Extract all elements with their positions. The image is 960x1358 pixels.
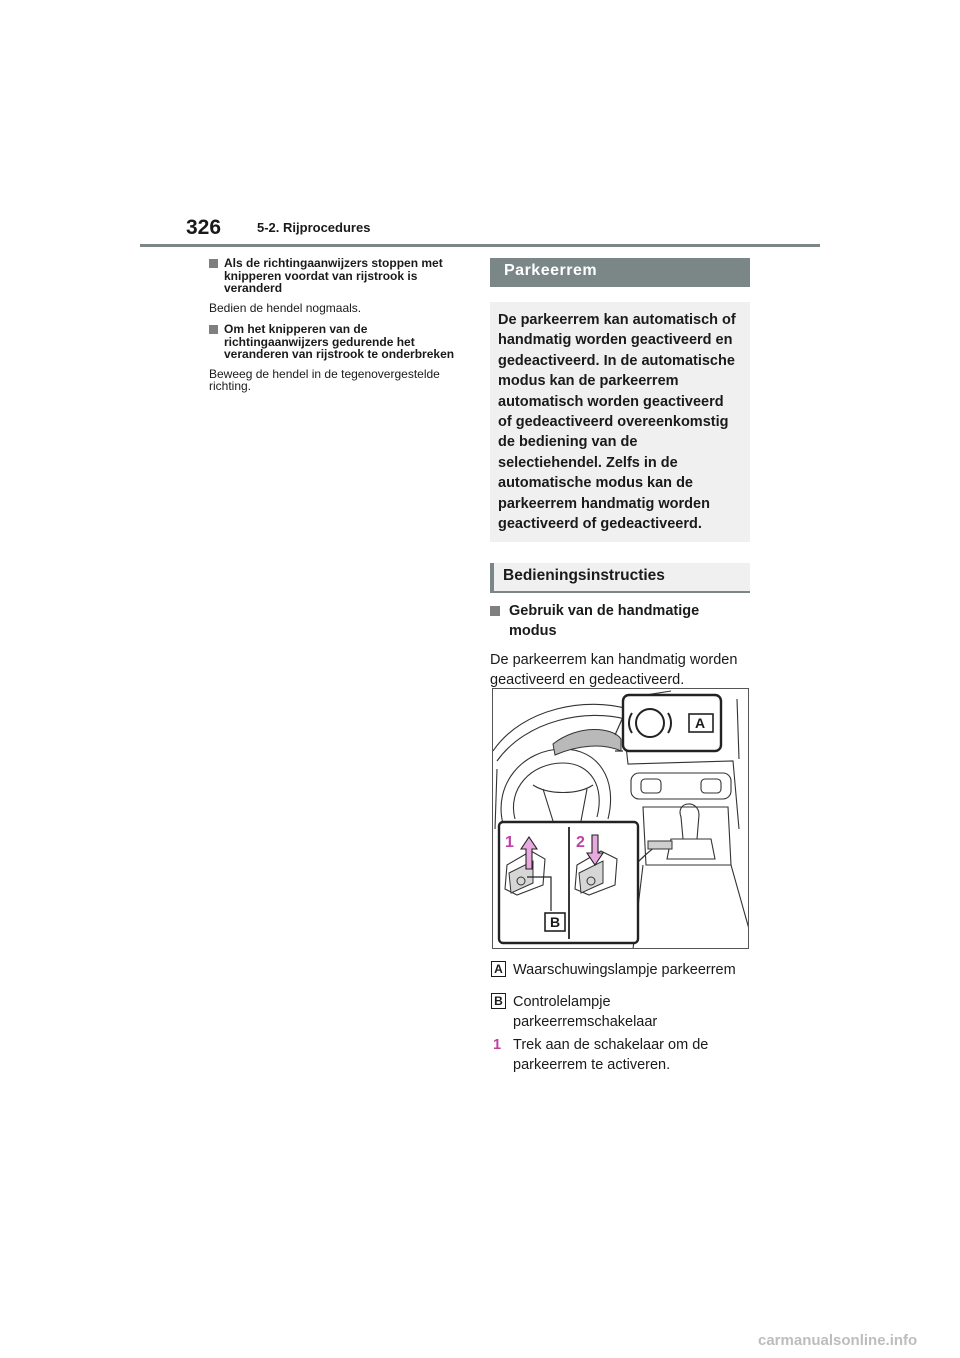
square-bullet-icon bbox=[209, 259, 218, 268]
topic-title: Parkeerrem bbox=[490, 258, 750, 287]
header-divider bbox=[140, 244, 820, 247]
step-2-label: 2 bbox=[576, 834, 585, 851]
step-1-label: 1 bbox=[505, 834, 514, 851]
square-bullet-icon bbox=[209, 325, 218, 334]
intro-box: De parkeerrem kan automatisch of handmatig worden geactiveerd en gedeactiveerd. In de automatische modus kan de parkeerrem automatisch worden geactiveerd of gedeactiveerd overeenkomstig de bediening van de selectiehendel. Zelfs in de automatische modus kan de parkeerrem handmatig worden geactiveerd of gedeactiveerd. bbox=[490, 302, 750, 542]
page-header bbox=[140, 212, 820, 246]
dashboard-drawing bbox=[493, 689, 749, 949]
legend-item-b bbox=[491, 992, 753, 1032]
square-bullet-icon bbox=[490, 606, 500, 616]
legend-marker-b: B bbox=[491, 993, 506, 1009]
legend-text: Controlelampje parkeerremschakelaar bbox=[513, 994, 658, 1030]
figure-label-a: A bbox=[695, 715, 706, 731]
bullet-heading-text: Om het knipperen van de richtingaanwijzers gedurende het veranderen van rijstrook te onderbreken bbox=[224, 322, 455, 361]
page-number: 326 bbox=[186, 216, 222, 239]
legend-marker-a: A bbox=[491, 961, 506, 977]
bullet-heading bbox=[209, 323, 462, 361]
subheading bbox=[490, 601, 750, 641]
watermark: carmanualsonline.info bbox=[758, 1332, 918, 1349]
parking-brake-illustration bbox=[492, 688, 749, 949]
bullet-heading-text: Als de richtingaanwijzers stoppen met knipperen voordat van rijstrook is veranderd bbox=[224, 256, 443, 295]
left-column bbox=[209, 257, 462, 402]
figure-label-b: B bbox=[550, 914, 561, 930]
legend-item-1 bbox=[491, 1035, 753, 1075]
paragraph: De parkeerrem kan handmatig worden geactiveerd en gedeactiveerd. bbox=[490, 652, 738, 689]
legend-text: Trek aan de schakelaar om de parkeerrem te activeren. bbox=[513, 1037, 709, 1073]
section-heading: Bedieningsinstructies bbox=[490, 563, 750, 593]
legend-item-a bbox=[491, 960, 753, 980]
right-column bbox=[490, 258, 750, 690]
body-text: Bedien de hendel nogmaals. bbox=[209, 300, 362, 315]
section-title: 5-2. Rijprocedures bbox=[257, 220, 371, 235]
subheading-text: Gebruik van de handmatige modus bbox=[509, 603, 700, 640]
body-text: Beweeg de hendel in de tegenovergestelde richting. bbox=[209, 366, 440, 393]
bullet-heading bbox=[209, 257, 462, 295]
legend-step-number: 1 bbox=[493, 1037, 502, 1053]
legend-text: Waarschuwingslampje parkeerrem bbox=[513, 962, 736, 978]
